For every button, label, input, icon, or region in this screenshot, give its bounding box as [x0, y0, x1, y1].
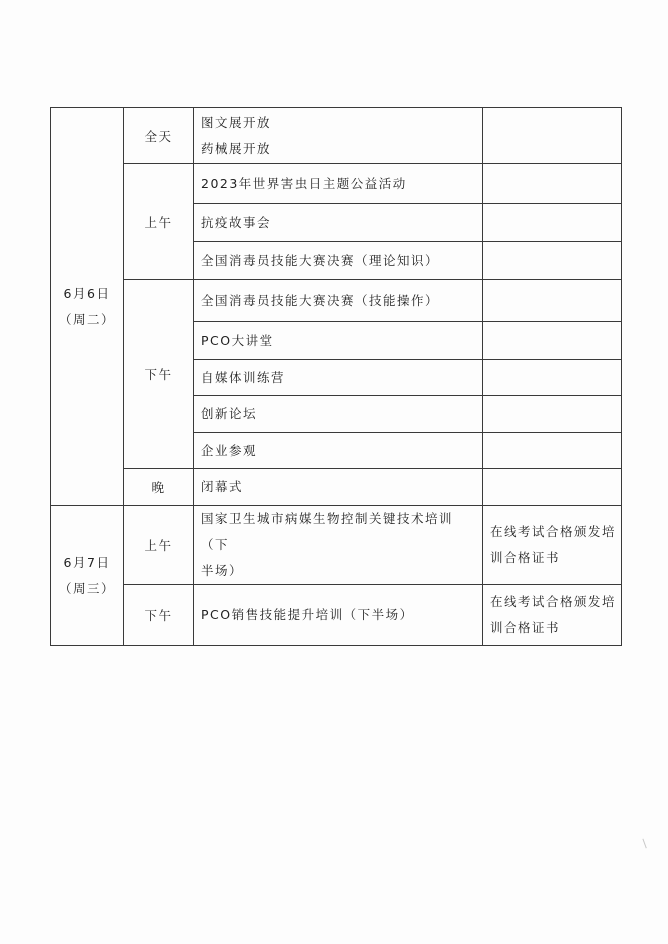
period-cell-morning: 上午: [124, 506, 194, 585]
activity-line: 图文展开放: [201, 114, 272, 130]
scan-artifact-mark: [642, 838, 649, 849]
activity-cell: 企业参观: [194, 433, 483, 469]
note-cell: [483, 469, 622, 506]
activity-cell: [194, 506, 483, 585]
activity-cell: [194, 108, 483, 164]
table-row: [51, 164, 622, 204]
note-cell: [483, 396, 622, 433]
activity-cell: 全国消毒员技能大赛决赛（理论知识）: [194, 242, 483, 280]
note-cell: [483, 585, 622, 646]
table-row: [51, 506, 622, 585]
note-line: 在线考试合格颁发培: [490, 524, 617, 539]
date-cell-day2: [51, 506, 124, 646]
activity-cell: 闭幕式: [194, 469, 483, 506]
note-cell: [483, 204, 622, 242]
note-cell: [483, 242, 622, 280]
period-cell-afternoon: 下午: [124, 280, 194, 469]
activity-line: 国家卫生城市病媒生物控制关键技术培训（下: [201, 511, 454, 552]
period-cell-morning: 上午: [124, 164, 194, 280]
period-cell-afternoon: 下午: [124, 585, 194, 646]
activity-cell: 自媒体训练营: [194, 360, 483, 396]
table-row: [51, 469, 622, 506]
note-cell: [483, 360, 622, 396]
note-line: 在线考试合格颁发培: [490, 594, 617, 609]
activity-cell: PCO大讲堂: [194, 322, 483, 360]
activity-cell: 抗疫故事会: [194, 204, 483, 242]
period-cell-evening: 晚: [124, 469, 194, 506]
activity-line: 药械展开放: [201, 140, 272, 156]
note-cell: [483, 164, 622, 204]
note-cell: [483, 322, 622, 360]
activity-line: 半场）: [201, 563, 244, 578]
table-row: [51, 108, 622, 164]
date-label: 6月7日: [63, 554, 111, 570]
note-cell: [483, 433, 622, 469]
note-cell: [483, 280, 622, 322]
activity-cell: 全国消毒员技能大赛决赛（技能操作）: [194, 280, 483, 322]
activity-cell: 2023年世界害虫日主题公益活动: [194, 164, 483, 204]
date-cell-day1: [51, 108, 124, 506]
note-line: 训合格证书: [490, 620, 561, 635]
date-label: 6月6日: [63, 285, 111, 301]
schedule-table: [50, 107, 622, 646]
note-line: 训合格证书: [490, 550, 561, 565]
weekday-label: （周三）: [58, 580, 115, 596]
activity-cell: PCO销售技能提升培训（下半场）: [194, 585, 483, 646]
weekday-label: （周二）: [58, 311, 115, 327]
note-cell: [483, 108, 622, 164]
period-cell-allday: 全天: [124, 108, 194, 164]
note-cell: [483, 506, 622, 585]
table-row: [51, 585, 622, 646]
activity-cell: 创新论坛: [194, 396, 483, 433]
table-row: [51, 280, 622, 322]
